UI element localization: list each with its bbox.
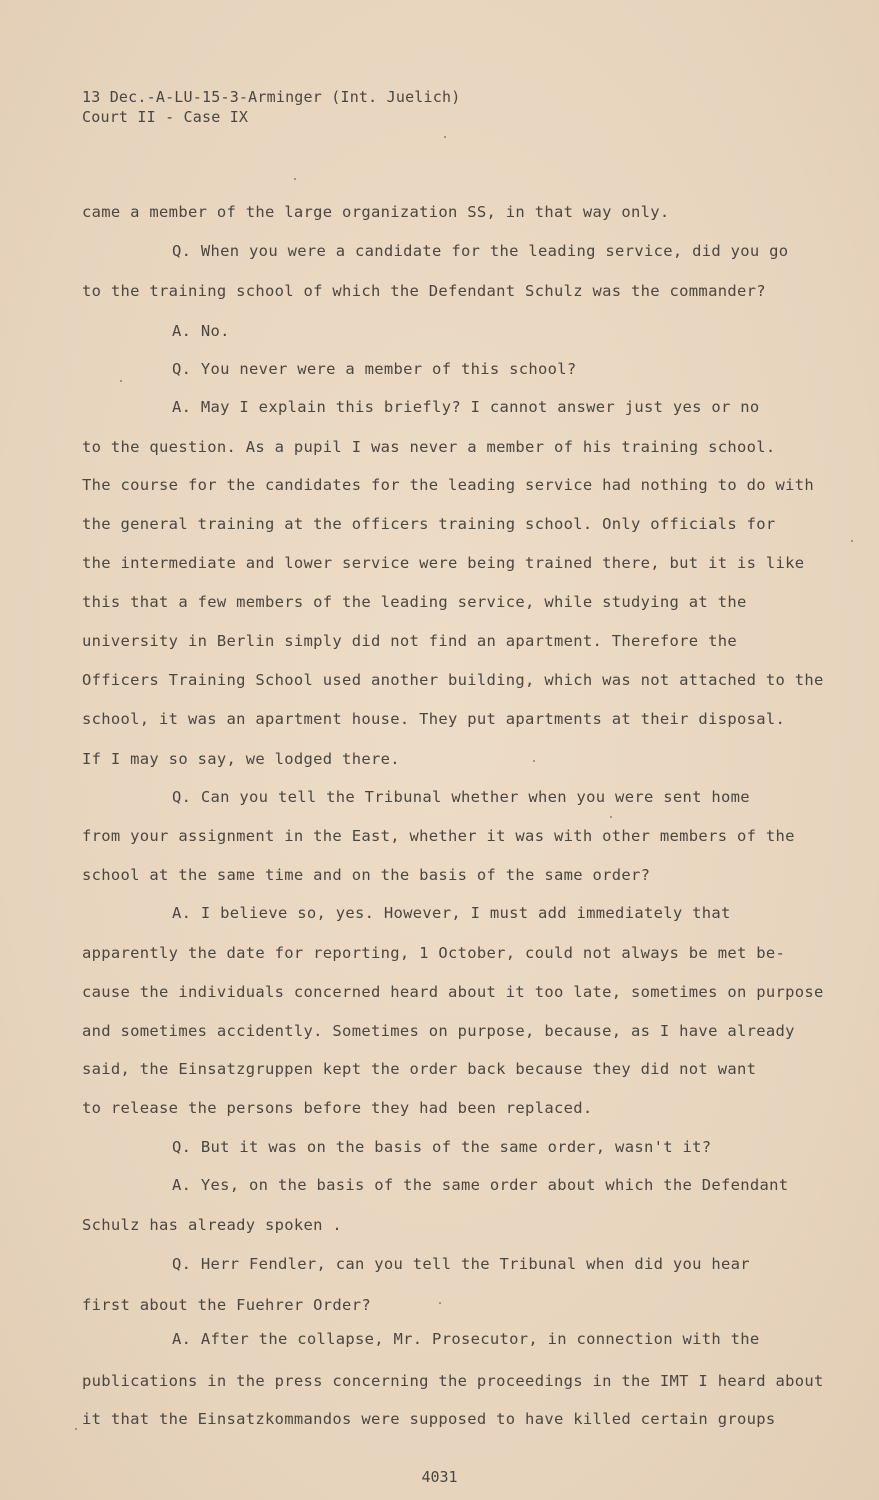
transcript-line: A. No. (172, 322, 230, 340)
transcript-line: The course for the candidates for the leading service had nothing to do with (82, 476, 815, 494)
transcript-line: the general training at the officers training school. Only officials for (82, 515, 776, 533)
transcript-line: and sometimes accidently. Sometimes on purpose, because, as I have already (82, 1022, 795, 1040)
transcript-line: cause the individuals concerned heard about it too late, sometimes on purpose (82, 983, 824, 1001)
transcript-line: Q. You never were a member of this school? (172, 360, 577, 378)
transcript-line: first about the Fuehrer Order? (82, 1296, 371, 1314)
transcript-line: If I may so say, we lodged there. (82, 750, 400, 768)
paper-speck (75, 1428, 77, 1430)
transcript-line: to the training school of which the Defendant Schulz was the commander? (82, 282, 766, 300)
transcript-line: Q. But it was on the basis of the same order, wasn't it? (172, 1138, 712, 1156)
transcript-line: A. Yes, on the basis of the same order about which the Defendant (172, 1176, 789, 1194)
transcript-line: it that the Einsatzkommandos were supposed to have killed certain groups (82, 1410, 776, 1428)
transcript-line: to release the persons before they had been replaced. (82, 1099, 593, 1117)
transcript-line: school at the same time and on the basis of the same order? (82, 866, 651, 884)
paper-speck (444, 136, 446, 138)
transcript-line: the intermediate and lower service were being trained there, but it is like (82, 554, 805, 572)
transcript-line: Q. Can you tell the Tribunal whether when you were sent home (172, 788, 750, 806)
paper-speck (120, 380, 122, 382)
header-court: Court II - Case IX (82, 108, 249, 126)
transcript-line: A. After the collapse, Mr. Prosecutor, in connection with the (172, 1330, 760, 1348)
transcript-line: came a member of the large organization SS, in that way only. (82, 203, 670, 221)
transcript-line: to the question. As a pupil I was never a member of his training school. (82, 438, 776, 456)
transcript-line: publications in the press concerning the proceedings in the IMT I heard about (82, 1372, 824, 1390)
transcript-line: Officers Training School used another building, which was not attached to the (82, 671, 824, 689)
transcript-line: said, the Einsatzgruppen kept the order back because they did not want (82, 1060, 757, 1078)
transcript-line: A. I believe so, yes. However, I must add immediately that (172, 904, 731, 922)
transcript-line: Q. When you were a candidate for the leading service, did you go (172, 242, 789, 260)
transcript-line: A. May I explain this briefly? I cannot answer just yes or no (172, 398, 760, 416)
transcript-line: school, it was an apartment house. They put apartments at their disposal. (82, 710, 786, 728)
header-case-reference: 13 Dec.-A-LU-15-3-Arminger (Int. Juelich) (82, 88, 461, 106)
transcript-line: from your assignment in the East, whether it was with other members of the (82, 827, 795, 845)
transcript-line: Schulz has already spoken . (82, 1216, 343, 1234)
transcript-line: Q. Herr Fendler, can you tell the Tribunal when did you hear (172, 1255, 750, 1273)
paper-speck (439, 1302, 441, 1304)
paper-speck (294, 178, 296, 180)
paper-speck (851, 540, 853, 542)
page-number: 4031 (421, 1468, 458, 1486)
paper-speck (533, 760, 535, 762)
paper-speck (610, 816, 612, 818)
transcript-line: university in Berlin simply did not find an apartment. Therefore the (82, 632, 737, 650)
transcript-line: this that a few members of the leading service, while studying at the (82, 593, 747, 611)
transcript-line: apparently the date for reporting, 1 October, could not always be met be- (82, 944, 786, 962)
